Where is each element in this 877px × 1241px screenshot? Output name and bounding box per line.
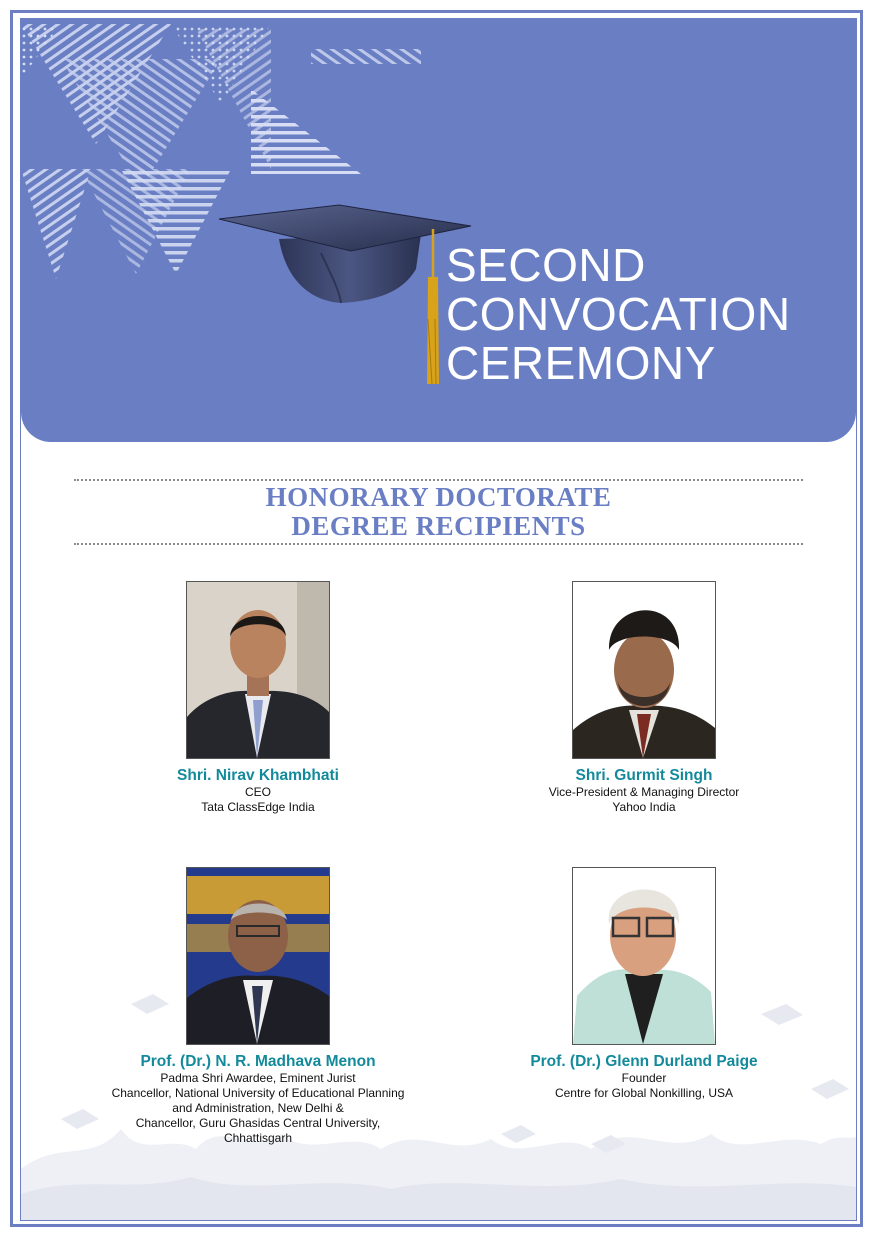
triangle-shape [196,29,271,169]
recipient-detail: Yahoo India [612,800,676,814]
recipient-card [68,767,448,815]
recipient-detail: Padma Shri Awardee, Eminent Jurist [160,1071,356,1085]
recipient-detail: Chhattisgarh [223,1131,293,1145]
triangle-shape [311,49,421,64]
recipient-detail: Centre for Global Nonkilling, USA [554,1086,734,1100]
recipient-detail: Vice-President & Managing Director [548,785,740,799]
section-heading-line: HONORARY DOCTORATE [265,482,612,512]
recipient-name: Prof. (Dr.) Glenn Durland Paige [530,1053,758,1070]
title-line: SECOND [446,239,646,291]
recipient-detail: CEO [244,785,271,799]
recipient-detail: Founder [621,1071,667,1085]
dotted-divider-top [74,479,803,481]
recipient-photo [186,581,330,759]
header-band [21,19,856,442]
triangle-shape [21,169,91,279]
recipient-name: Shri. Nirav Khambhati [177,767,339,784]
ceremony-title [446,241,791,388]
recipient-photo [572,867,716,1045]
recipient-photo [186,867,330,1045]
recipient-card [454,767,834,815]
recipient-detail: Tata ClassEdge India [201,800,315,814]
title-line: CEREMONY [446,337,716,389]
recipient-name: Prof. (Dr.) N. R. Madhava Menon [140,1053,376,1070]
page-content [20,18,857,1221]
recipient-name: Shri. Gurmit Singh [575,767,713,784]
section-heading-line: DEGREE RECIPIENTS [291,511,586,541]
recipient-card [68,1053,448,1146]
recipient-detail: Chancellor, Guru Ghasidas Central University, [135,1116,381,1130]
recipient-card [454,1053,834,1101]
graduation-cap-icon [219,205,471,384]
recipient-photo [572,581,716,759]
title-line: CONVOCATION [446,288,791,340]
recipient-detail: and Administration, New Delhi & [172,1101,344,1115]
recipient-detail: Chancellor, National University of Educational Planning [111,1086,405,1100]
section-heading [21,483,856,541]
dotted-divider-bottom [74,543,803,545]
